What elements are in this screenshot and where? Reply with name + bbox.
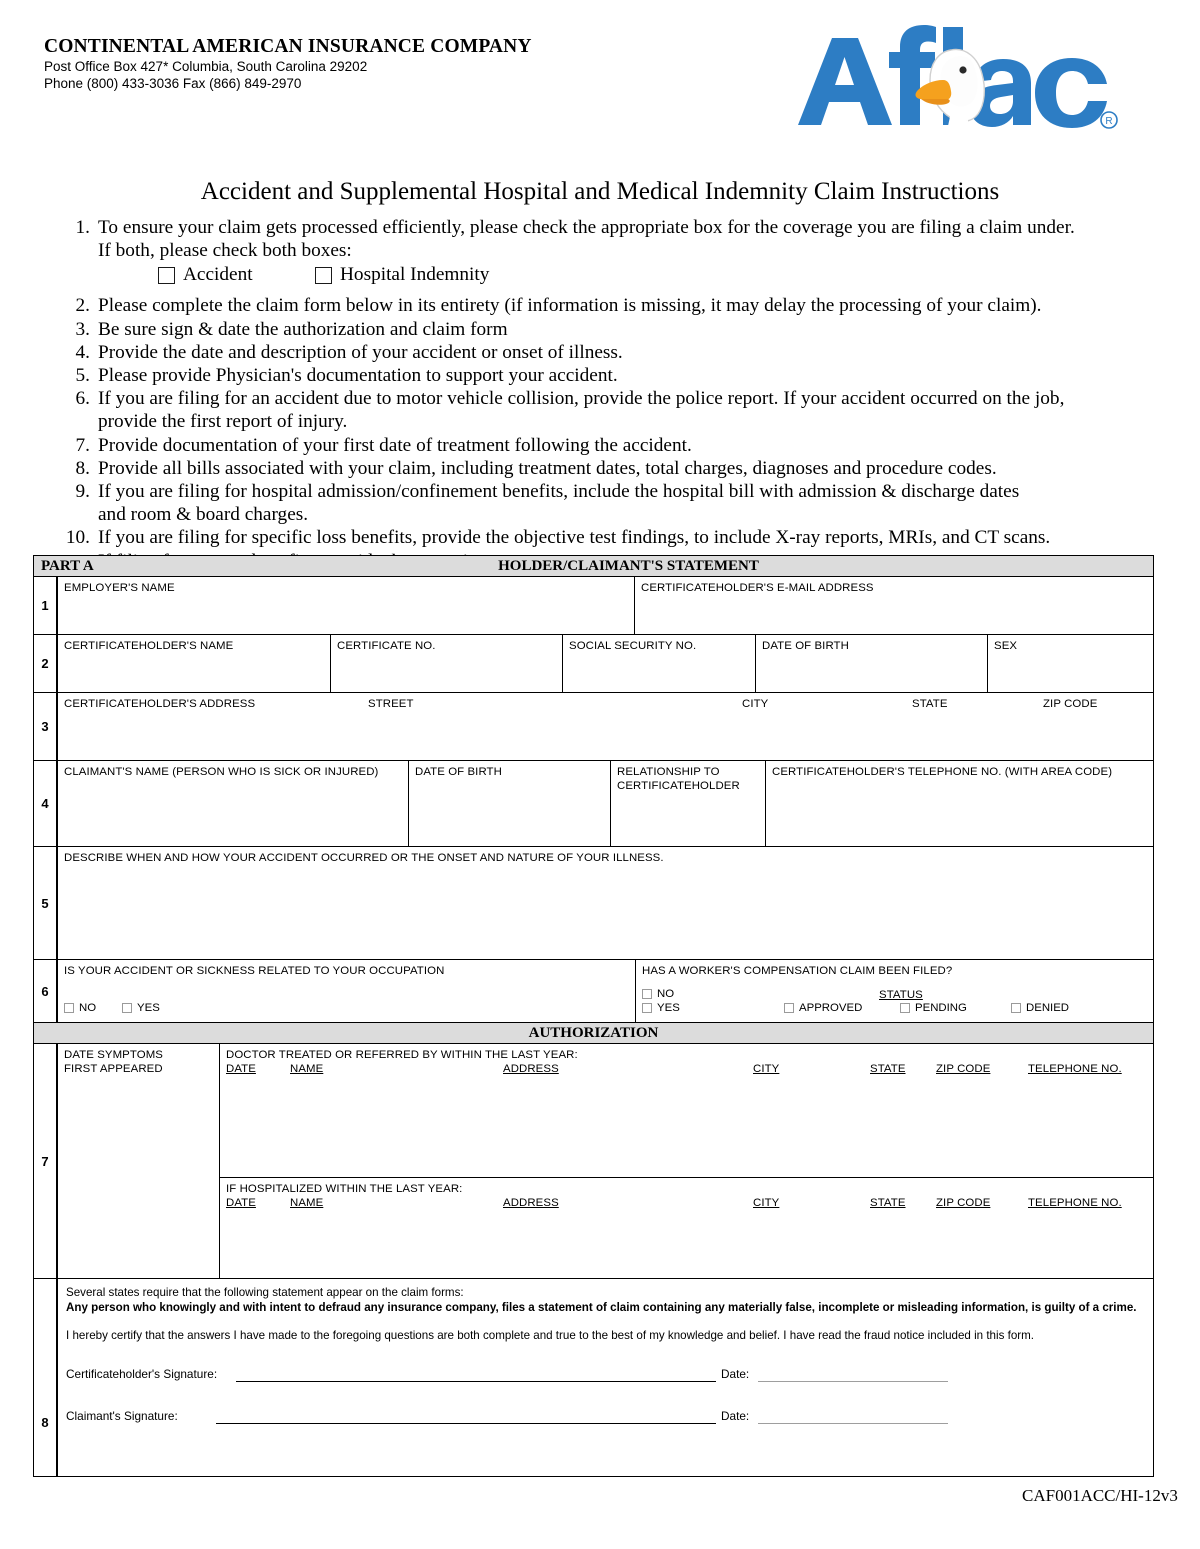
instruction-subtext: and room & board charges. (98, 504, 309, 526)
hospitalized-field[interactable] (220, 1178, 1153, 1278)
doctor-city-label: CITY (753, 1063, 780, 1075)
status-denied-checkbox[interactable] (1011, 1003, 1021, 1013)
date-symptoms-label-line1: DATE SYMPTOMS (64, 1049, 163, 1061)
occupation-yes-label: YES (137, 1002, 160, 1014)
table-row (34, 960, 1153, 1023)
relationship-label-line2: CERTIFICATEHOLDER (617, 780, 740, 792)
instruction-number: 9. (75, 481, 90, 503)
hosp-telephone-label: TELEPHONE NO. (1028, 1197, 1122, 1209)
row-number-1: 1 (34, 577, 58, 634)
table-row (34, 1279, 1153, 1476)
instruction-number: 4. (75, 341, 90, 363)
instruction-text: Be sure sign & date the authorization and claim form (98, 318, 508, 340)
status-denied-label: DENIED (1026, 1002, 1070, 1014)
row-number-6: 6 (34, 960, 58, 1022)
instruction-text: Please complete the claim form below in its entirety (if information is missing, it may delay the processing of your claim). (98, 295, 1042, 317)
social-security-number-field[interactable] (562, 635, 755, 692)
date-of-birth-label: DATE OF BIRTH (762, 640, 849, 652)
instruction-item (62, 387, 1122, 433)
workers-comp-yes-label: YES (657, 1002, 680, 1014)
instruction-text: If you are filing for hospital admission/confinement benefits, include the hospital bill with admission & discharge dates (98, 481, 1020, 503)
occupation-no-label: NO (79, 1002, 97, 1014)
status-denied-option[interactable] (1011, 1002, 1069, 1014)
hospital-indemnity-checkbox[interactable] (315, 267, 332, 284)
status-pending-option[interactable] (900, 1002, 967, 1014)
doctor-state-label: STATE (870, 1063, 906, 1075)
certificateholder-name-field[interactable] (58, 635, 330, 692)
instruction-item (62, 457, 1122, 480)
table-row (34, 693, 1153, 761)
date-symptoms-field[interactable] (58, 1044, 220, 1278)
instruction-subtext: If both, please check both boxes: (98, 240, 352, 262)
instruction-subtext: provide the first report of injury. (98, 411, 348, 433)
occupation-yes-option[interactable] (122, 1002, 160, 1014)
sex-field[interactable] (987, 635, 1153, 692)
table-row (34, 761, 1153, 847)
certificateholder-signature-row (66, 1365, 1143, 1399)
authorization-band (34, 1023, 1153, 1044)
row-number-3: 3 (34, 693, 58, 760)
instruction-number: 8. (75, 457, 90, 479)
workers-comp-label: HAS A WORKER'S COMPENSATION CLAIM BEEN FILED? (642, 965, 953, 977)
certification-block (58, 1279, 1153, 1476)
states-notice-text: Several states require that the following statement appear on the claim forms: (66, 1286, 464, 1299)
instruction-number: 7. (75, 434, 90, 456)
doctor-date-label: DATE (226, 1063, 256, 1075)
claimant-date-label: Date: (721, 1409, 750, 1423)
workers-comp-field (635, 960, 1153, 1022)
workers-comp-no-checkbox[interactable] (642, 989, 652, 999)
coverage-option-hospital-indemnity[interactable] (315, 263, 489, 286)
instruction-number: 2. (75, 295, 90, 317)
workers-comp-yes-option[interactable] (642, 1002, 680, 1014)
occupation-related-field (58, 960, 635, 1022)
hosp-date-label: DATE (226, 1197, 256, 1209)
company-name: CONTINENTAL AMERICAN INSURANCE COMPANY (44, 36, 532, 57)
city-label: CITY (742, 698, 769, 710)
hosp-zip-label: ZIP CODE (936, 1197, 991, 1209)
aflac-duck-logo (788, 22, 1118, 142)
certificate-number-field[interactable] (330, 635, 562, 692)
instruction-number: 1. (75, 217, 90, 238)
instruction-text: If you are filing for an accident due to motor vehicle collision, provide the police report. If your accident occurred on the job, (98, 388, 1065, 410)
instructions-list (62, 216, 1122, 573)
hosp-city-label: CITY (753, 1197, 780, 1209)
doctor-zip-label: ZIP CODE (936, 1063, 991, 1075)
status-pending-label: PENDING (915, 1002, 967, 1014)
accident-description-label: DESCRIBE WHEN AND HOW YOUR ACCIDENT OCCURRED OR THE ONSET AND NATURE OF YOUR ILLNESS. (64, 852, 664, 864)
workers-comp-no-option[interactable] (642, 988, 674, 1000)
accident-checkbox[interactable] (158, 267, 175, 284)
certificateholder-date-label: Date: (721, 1367, 750, 1381)
certificate-number-label: CERTIFICATE NO. (337, 640, 436, 652)
state-label: STATE (912, 698, 948, 710)
instruction-text: To ensure your claim gets processed efficiently, please check the appropriate box for the coverage you are filing a claim under. (98, 217, 1075, 238)
certificateholder-email-label: CERTIFICATEHOLDER'S E-MAIL ADDRESS (641, 582, 874, 594)
instruction-number: 3. (75, 318, 90, 340)
row-number-4: 4 (34, 761, 58, 846)
certificateholder-telephone-label: CERTIFICATEHOLDER'S TELEPHONE NO. (WITH AREA CODE) (772, 766, 1113, 778)
claimant-signature-row (66, 1399, 1143, 1433)
instruction-item (62, 434, 1122, 457)
date-symptoms-label-line2: FIRST APPEARED (64, 1063, 163, 1075)
page-title: Accident and Supplemental Hospital and Medical Indemnity Claim Instructions (200, 178, 1000, 205)
instruction-number: 10. (65, 527, 90, 549)
row-number-7: 7 (34, 1044, 58, 1278)
status-label: STATUS (879, 989, 923, 1001)
claimant-signature-label: Claimant's Signature: (66, 1409, 178, 1423)
instruction-text: Please provide Physician's documentation to support your accident. (98, 365, 618, 387)
doctor-treated-title: DOCTOR TREATED OR REFERRED BY WITHIN THE LAST YEAR: (226, 1049, 578, 1061)
certificateholder-signature-label: Certificateholder's Signature: (66, 1367, 218, 1381)
employer-name-label: EMPLOYER'S NAME (64, 582, 175, 594)
instruction-text: If you are filing for specific loss benefits, provide the objective test findings, to include X-ray reports, MRIs, and CT scans. (98, 527, 1051, 549)
company-address: Post Office Box 427* Columbia, South Carolina 29202 (44, 59, 368, 74)
occupation-related-label: IS YOUR ACCIDENT OR SICKNESS RELATED TO YOUR OCCUPATION (64, 965, 445, 977)
workers-comp-no-label: NO (657, 988, 675, 1000)
instruction-item (62, 480, 1122, 526)
certificateholder-date-line[interactable] (758, 1381, 948, 1382)
row-number-2: 2 (34, 635, 58, 692)
coverage-checkbox-group (62, 263, 1122, 293)
social-security-number-label: SOCIAL SECURITY NO. (569, 640, 697, 652)
sex-label: SEX (994, 640, 1018, 652)
instruction-text: Provide the date and description of your accident or onset of illness. (98, 341, 623, 363)
status-pending-checkbox[interactable] (900, 1003, 910, 1013)
claimant-signature-line[interactable] (216, 1423, 716, 1424)
claimant-dob-label: DATE OF BIRTH (415, 766, 502, 778)
hosp-address-label: ADDRESS (503, 1197, 559, 1209)
status-approved-option[interactable] (784, 1002, 862, 1014)
accident-description-field[interactable] (58, 847, 1153, 959)
claim-form-table (33, 555, 1154, 1477)
occupation-no-checkbox[interactable] (64, 1003, 74, 1013)
doctor-address-label: ADDRESS (503, 1063, 559, 1075)
hosp-name-label: NAME (290, 1197, 324, 1209)
authorization-label: AUTHORIZATION (528, 1024, 659, 1041)
claimant-name-field[interactable] (58, 761, 408, 846)
coverage-option-accident[interactable] (158, 263, 253, 286)
part-a-band (34, 556, 1153, 577)
instruction-item (62, 341, 1122, 364)
claimant-date-line[interactable] (758, 1423, 948, 1424)
instruction-item (62, 318, 1122, 341)
occupation-yes-checkbox[interactable] (122, 1003, 132, 1013)
accident-label: Accident (183, 264, 253, 286)
table-row (34, 847, 1153, 960)
doctor-treated-field[interactable] (220, 1044, 1153, 1178)
row-number-5: 5 (34, 847, 58, 959)
workers-comp-yes-checkbox[interactable] (642, 1003, 652, 1013)
certificateholder-address-field[interactable] (58, 693, 1153, 760)
part-a-label: PART A (41, 557, 94, 574)
occupation-no-option[interactable] (64, 1002, 96, 1014)
hosp-state-label: STATE (870, 1197, 906, 1209)
form-code: CAF001ACC/HI-12v3 (1022, 1486, 1178, 1505)
instruction-text: Provide documentation of your first date of treatment following the accident. (98, 434, 692, 456)
company-phone-fax: Phone (800) 433-3036 Fax (866) 849-2970 (44, 76, 302, 91)
table-row (34, 1044, 1153, 1279)
certificateholder-name-label: CERTIFICATEHOLDER'S NAME (64, 640, 234, 652)
instruction-item (62, 364, 1122, 387)
zip-code-label: ZIP CODE (1043, 698, 1098, 710)
instruction-item (62, 294, 1122, 317)
claimant-name-label: CLAIMANT'S NAME (PERSON WHO IS SICK OR INJURED) (64, 766, 379, 778)
hospital-indemnity-label: Hospital Indemnity (340, 264, 490, 286)
instruction-text: Provide all bills associated with your claim, including treatment dates, total charges, diagnoses and procedure codes. (98, 457, 997, 479)
svg-text:R: R (1105, 116, 1113, 127)
instruction-item (62, 216, 1122, 262)
certificateholder-email-field[interactable] (634, 577, 1153, 634)
claimant-dob-field[interactable] (408, 761, 610, 846)
employer-name-field[interactable] (58, 577, 634, 634)
row-number-8: 8 (34, 1279, 58, 1476)
letterhead (44, 36, 664, 92)
status-approved-checkbox[interactable] (784, 1003, 794, 1013)
relationship-field[interactable] (610, 761, 765, 846)
certificateholder-signature-line[interactable] (236, 1381, 716, 1382)
date-of-birth-field[interactable] (755, 635, 987, 692)
doctor-telephone-label: TELEPHONE NO. (1028, 1063, 1122, 1075)
instruction-number: 6. (75, 388, 90, 410)
relationship-label-line1: RELATIONSHIP TO (617, 766, 720, 778)
status-approved-label: APPROVED (799, 1002, 863, 1014)
certificateholder-address-label: CERTIFICATEHOLDER'S ADDRESS (64, 698, 256, 710)
instruction-number: 5. (75, 365, 90, 387)
doctor-name-label: NAME (290, 1063, 324, 1075)
fraud-statement-text: Any person who knowingly and with intent to defraud any insurance company, files a statement of claim containing any materially false, incomplete or misleading information, is guilty of a crime. (66, 1301, 1137, 1314)
hospitalized-title: IF HOSPITALIZED WITHIN THE LAST YEAR: (226, 1183, 463, 1195)
table-row (34, 635, 1153, 693)
street-label: STREET (368, 698, 414, 710)
table-row (34, 577, 1153, 635)
certificateholder-telephone-field[interactable] (765, 761, 1153, 846)
certification-text: I hereby certify that the answers I have made to the foregoing questions are both complete and true to the best of my knowledge and belief. I have read the fraud notice included in this form. (66, 1329, 1035, 1342)
holder-claimant-statement-label: HOLDER/CLAIMANT'S STATEMENT (498, 557, 759, 574)
